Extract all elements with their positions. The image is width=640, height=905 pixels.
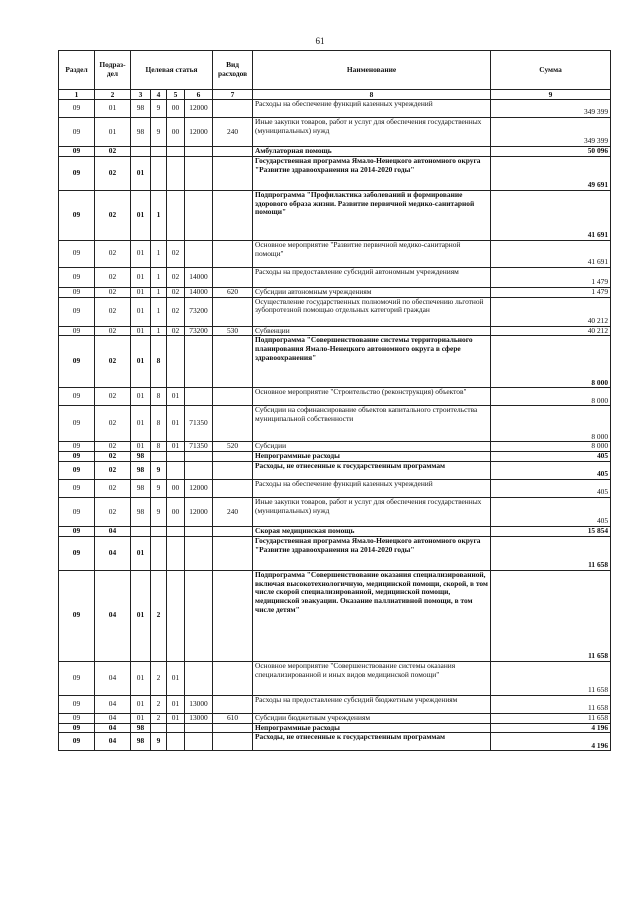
cell-direction: 12000 [185, 497, 213, 526]
cell-sum: 4 196 [491, 723, 611, 733]
cell-program: 01 [131, 240, 151, 267]
table-row [59, 570, 611, 661]
cell-sum: 40 212 [491, 326, 611, 336]
cell-vid [213, 297, 253, 326]
cell-sum: 11 658 [491, 536, 611, 570]
col-number: 8 [253, 90, 491, 100]
cell-podrazdel: 04 [95, 695, 131, 713]
cell-podrazdel: 02 [95, 479, 131, 497]
page-number: 61 [315, 36, 325, 46]
table-row [59, 497, 611, 526]
cell-subprogram: 2 [151, 695, 167, 713]
cell-vid: 530 [213, 326, 253, 336]
cell-event: 02 [167, 240, 185, 267]
cell-sum: 349 399 [491, 100, 611, 118]
cell-program: 01 [131, 570, 151, 661]
cell-name: Субвенции [253, 326, 491, 336]
table-row [59, 536, 611, 570]
cell-podrazdel: 04 [95, 570, 131, 661]
cell-event [167, 536, 185, 570]
table-row [59, 526, 611, 536]
cell-vid [213, 100, 253, 118]
cell-subprogram [151, 536, 167, 570]
cell-program: 01 [131, 406, 151, 442]
cell-podrazdel: 02 [95, 497, 131, 526]
cell-razdel: 09 [59, 287, 95, 297]
cell-subprogram: 9 [151, 479, 167, 497]
cell-subprogram: 9 [151, 100, 167, 118]
cell-sum: 405 [491, 452, 611, 462]
cell-subprogram: 1 [151, 287, 167, 297]
cell-event [167, 336, 185, 388]
cell-podrazdel: 02 [95, 388, 131, 406]
cell-podrazdel: 01 [95, 118, 131, 147]
cell-program: 01 [131, 156, 151, 190]
cell-subprogram: 9 [151, 733, 167, 751]
cell-program: 01 [131, 661, 151, 695]
cell-event [167, 723, 185, 733]
cell-event [167, 733, 185, 751]
header-podrazdel: Подраз-дел [95, 51, 131, 90]
cell-razdel: 09 [59, 536, 95, 570]
cell-subprogram [151, 723, 167, 733]
cell-razdel: 09 [59, 733, 95, 751]
cell-podrazdel: 04 [95, 526, 131, 536]
cell-sum: 41 691 [491, 240, 611, 267]
cell-subprogram: 9 [151, 497, 167, 526]
cell-subprogram: 2 [151, 713, 167, 723]
col-number: 7 [213, 90, 253, 100]
cell-event: 01 [167, 442, 185, 452]
cell-program: 98 [131, 497, 151, 526]
cell-direction [185, 733, 213, 751]
cell-program: 01 [131, 695, 151, 713]
cell-direction: 14000 [185, 267, 213, 287]
header-name: Наименование [253, 51, 491, 90]
cell-program: 01 [131, 267, 151, 287]
cell-sum: 1 479 [491, 267, 611, 287]
cell-program: 98 [131, 479, 151, 497]
cell-razdel: 09 [59, 156, 95, 190]
cell-podrazdel: 02 [95, 240, 131, 267]
cell-event: 01 [167, 695, 185, 713]
cell-direction [185, 240, 213, 267]
cell-direction: 71350 [185, 442, 213, 452]
cell-subprogram: 2 [151, 661, 167, 695]
cell-razdel: 09 [59, 497, 95, 526]
cell-vid [213, 336, 253, 388]
cell-event [167, 190, 185, 240]
cell-sum: 8 000 [491, 442, 611, 452]
cell-name: Основное мероприятие "Развитие первичной медико-санитарной помощи" [253, 240, 491, 267]
cell-name: Непрограммные расходы [253, 452, 491, 462]
cell-razdel: 09 [59, 661, 95, 695]
cell-vid: 240 [213, 118, 253, 147]
cell-direction: 12000 [185, 479, 213, 497]
cell-direction [185, 156, 213, 190]
cell-name: Субсидии бюджетным учреждениям [253, 713, 491, 723]
cell-program: 98 [131, 733, 151, 751]
cell-vid: 610 [213, 713, 253, 723]
cell-name: Скорая медицинская помощь [253, 526, 491, 536]
cell-razdel: 09 [59, 570, 95, 661]
table-row [59, 267, 611, 287]
cell-event [167, 452, 185, 462]
cell-podrazdel: 02 [95, 406, 131, 442]
cell-direction: 73200 [185, 297, 213, 326]
cell-name: Расходы на предоставление субсидий бюджетным учреждениям [253, 695, 491, 713]
cell-program: 98 [131, 118, 151, 147]
cell-vid [213, 156, 253, 190]
header-target: Целевая статья [131, 51, 213, 90]
cell-event [167, 526, 185, 536]
cell-subprogram: 1 [151, 240, 167, 267]
cell-name: Осуществление государственных полномочий по обеспечению льготной зубопротезной помощью отдельных категорий граждан [253, 297, 491, 326]
cell-event: 00 [167, 497, 185, 526]
cell-name: Иные закупки товаров, работ и услуг для обеспечения государственных (муниципальных) нужд [253, 118, 491, 147]
cell-name: Расходы, не отнесенные к государственным программам [253, 733, 491, 751]
table-row [59, 156, 611, 190]
cell-razdel: 09 [59, 713, 95, 723]
cell-name: Расходы на обеспечение функций казенных учреждений [253, 479, 491, 497]
cell-name: Расходы на предоставление субсидий автономным учреждениям [253, 267, 491, 287]
cell-podrazdel: 04 [95, 713, 131, 723]
cell-event: 01 [167, 661, 185, 695]
cell-name: Основное мероприятие "Строительство (реконструкция) объектов" [253, 388, 491, 406]
header-sum: Сумма [491, 51, 611, 90]
cell-direction [185, 536, 213, 570]
cell-subprogram: 8 [151, 336, 167, 388]
cell-sum: 4 196 [491, 733, 611, 751]
cell-sum: 405 [491, 497, 611, 526]
cell-direction [185, 661, 213, 695]
cell-direction [185, 388, 213, 406]
cell-direction [185, 526, 213, 536]
cell-vid: 620 [213, 287, 253, 297]
cell-razdel: 09 [59, 695, 95, 713]
cell-event [167, 147, 185, 157]
table-row [59, 388, 611, 406]
cell-event: 01 [167, 713, 185, 723]
cell-event [167, 570, 185, 661]
cell-program: 01 [131, 287, 151, 297]
cell-subprogram: 9 [151, 118, 167, 147]
cell-vid [213, 479, 253, 497]
cell-podrazdel: 02 [95, 147, 131, 157]
cell-vid [213, 461, 253, 479]
table-row [59, 661, 611, 695]
header-razdel: Раздел [59, 51, 95, 90]
cell-vid [213, 240, 253, 267]
cell-event [167, 461, 185, 479]
cell-podrazdel: 02 [95, 461, 131, 479]
cell-direction: 12000 [185, 100, 213, 118]
col-number: 2 [95, 90, 131, 100]
cell-event: 02 [167, 267, 185, 287]
cell-razdel: 09 [59, 297, 95, 326]
cell-razdel: 09 [59, 147, 95, 157]
table-row [59, 461, 611, 479]
col-number: 5 [167, 90, 185, 100]
cell-direction: 13000 [185, 713, 213, 723]
cell-razdel: 09 [59, 326, 95, 336]
cell-event: 01 [167, 388, 185, 406]
cell-sum: 405 [491, 461, 611, 479]
cell-podrazdel: 01 [95, 100, 131, 118]
cell-subprogram: 2 [151, 570, 167, 661]
header-vid: Вид расходов [213, 51, 253, 90]
cell-program [131, 147, 151, 157]
cell-sum: 11 658 [491, 570, 611, 661]
cell-program: 98 [131, 100, 151, 118]
cell-direction [185, 452, 213, 462]
col-number: 6 [185, 90, 213, 100]
cell-podrazdel: 04 [95, 661, 131, 695]
table-row [59, 723, 611, 733]
cell-subprogram [151, 452, 167, 462]
cell-name: Подпрограмма "Совершенствование оказания специализированной, включая высокотехнологичную, медицинской помощи, скорой, в том числе скорой специализированной, медицинской помощи, медицинской эвакуации. Оказание паллиативной помощи, в том числе детям" [253, 570, 491, 661]
cell-podrazdel: 02 [95, 452, 131, 462]
cell-razdel: 09 [59, 240, 95, 267]
cell-sum: 8 000 [491, 406, 611, 442]
cell-event: 00 [167, 118, 185, 147]
cell-name: Расходы, не отнесенные к государственным программам [253, 461, 491, 479]
table-row [59, 190, 611, 240]
cell-direction [185, 336, 213, 388]
cell-razdel: 09 [59, 723, 95, 733]
cell-podrazdel: 02 [95, 326, 131, 336]
cell-name: Расходы на обеспечение функций казенных учреждений [253, 100, 491, 118]
cell-sum: 49 691 [491, 156, 611, 190]
cell-direction [185, 461, 213, 479]
cell-program: 01 [131, 388, 151, 406]
cell-sum: 15 854 [491, 526, 611, 536]
cell-subprogram [151, 156, 167, 190]
cell-razdel: 09 [59, 100, 95, 118]
cell-name: Государственная программа Ямало-Ненецкого автономного округа "Развитие здравоохранения на 2014-2020 годы" [253, 156, 491, 190]
col-number: 4 [151, 90, 167, 100]
cell-name: Подпрограмма "Совершенствование системы территориального планирования Ямало-Ненецкого автономного округа в сфере здравоохранения" [253, 336, 491, 388]
cell-razdel: 09 [59, 479, 95, 497]
cell-sum: 50 096 [491, 147, 611, 157]
cell-vid [213, 267, 253, 287]
cell-name: Непрограммные расходы [253, 723, 491, 733]
cell-program: 98 [131, 461, 151, 479]
cell-event: 02 [167, 297, 185, 326]
cell-program: 98 [131, 723, 151, 733]
cell-podrazdel: 02 [95, 156, 131, 190]
cell-direction: 73200 [185, 326, 213, 336]
cell-razdel: 09 [59, 442, 95, 452]
cell-direction [185, 147, 213, 157]
cell-sum: 1 479 [491, 287, 611, 297]
cell-sum: 11 658 [491, 661, 611, 695]
cell-podrazdel: 02 [95, 442, 131, 452]
cell-vid: 520 [213, 442, 253, 452]
cell-event: 02 [167, 287, 185, 297]
cell-podrazdel: 04 [95, 723, 131, 733]
table-row [59, 297, 611, 326]
table-row [59, 713, 611, 723]
cell-podrazdel: 02 [95, 287, 131, 297]
cell-event [167, 156, 185, 190]
cell-podrazdel: 02 [95, 267, 131, 287]
cell-razdel: 09 [59, 452, 95, 462]
table-row [59, 336, 611, 388]
cell-name: Государственная программа Ямало-Ненецкого автономного округа "Развитие здравоохранения на 2014-2020 годы" [253, 536, 491, 570]
cell-subprogram [151, 147, 167, 157]
cell-event: 00 [167, 479, 185, 497]
cell-razdel: 09 [59, 406, 95, 442]
cell-vid [213, 733, 253, 751]
cell-direction [185, 190, 213, 240]
cell-vid [213, 147, 253, 157]
cell-subprogram: 8 [151, 388, 167, 406]
cell-subprogram: 8 [151, 442, 167, 452]
cell-sum: 11 658 [491, 713, 611, 723]
cell-event: 02 [167, 326, 185, 336]
cell-program: 01 [131, 442, 151, 452]
cell-name: Субсидии автономным учреждениям [253, 287, 491, 297]
table-row [59, 733, 611, 751]
cell-sum: 11 658 [491, 695, 611, 713]
cell-razdel: 09 [59, 461, 95, 479]
table-row [59, 118, 611, 147]
cell-sum: 405 [491, 479, 611, 497]
cell-vid: 240 [213, 497, 253, 526]
cell-name: Субсидии на софинансирование объектов капитального строительства муниципальной собственности [253, 406, 491, 442]
cell-razdel: 09 [59, 118, 95, 147]
cell-name: Иные закупки товаров, работ и услуг для обеспечения государственных (муниципальных) нужд [253, 497, 491, 526]
cell-direction [185, 570, 213, 661]
table-row [59, 452, 611, 462]
table-row [59, 287, 611, 297]
cell-program [131, 526, 151, 536]
cell-vid [213, 570, 253, 661]
table-row [59, 406, 611, 442]
cell-podrazdel: 02 [95, 336, 131, 388]
col-number: 3 [131, 90, 151, 100]
cell-event: 00 [167, 100, 185, 118]
cell-vid [213, 388, 253, 406]
cell-vid [213, 406, 253, 442]
cell-event: 01 [167, 406, 185, 442]
cell-vid [213, 190, 253, 240]
cell-razdel: 09 [59, 190, 95, 240]
col-number: 9 [491, 90, 611, 100]
cell-podrazdel: 04 [95, 733, 131, 751]
cell-subprogram: 8 [151, 406, 167, 442]
cell-podrazdel: 04 [95, 536, 131, 570]
cell-program: 01 [131, 190, 151, 240]
cell-vid [213, 695, 253, 713]
cell-name: Амбулаторная помощь [253, 147, 491, 157]
cell-name: Основное мероприятие "Совершенствование системы оказания специализированной и иных видов медицинской помощи" [253, 661, 491, 695]
cell-program: 98 [131, 452, 151, 462]
table-row [59, 442, 611, 452]
header-row [59, 51, 611, 90]
cell-direction: 71350 [185, 406, 213, 442]
cell-sum: 40 212 [491, 297, 611, 326]
cell-vid [213, 452, 253, 462]
table-row [59, 147, 611, 157]
cell-sum: 8 000 [491, 388, 611, 406]
col-number: 1 [59, 90, 95, 100]
cell-razdel: 09 [59, 336, 95, 388]
cell-sum: 8 000 [491, 336, 611, 388]
cell-subprogram [151, 526, 167, 536]
table-row [59, 326, 611, 336]
cell-vid [213, 723, 253, 733]
column-number-row [59, 90, 611, 100]
cell-razdel: 09 [59, 388, 95, 406]
cell-vid [213, 536, 253, 570]
cell-subprogram: 1 [151, 267, 167, 287]
cell-sum: 349 399 [491, 118, 611, 147]
cell-direction [185, 723, 213, 733]
cell-program: 01 [131, 713, 151, 723]
cell-name: Субсидии [253, 442, 491, 452]
cell-subprogram: 1 [151, 190, 167, 240]
cell-vid [213, 526, 253, 536]
budget-table [58, 50, 611, 751]
table-row [59, 695, 611, 713]
cell-program: 01 [131, 336, 151, 388]
cell-direction: 14000 [185, 287, 213, 297]
table-row [59, 479, 611, 497]
table-row [59, 240, 611, 267]
cell-program: 01 [131, 536, 151, 570]
cell-podrazdel: 02 [95, 297, 131, 326]
cell-subprogram: 1 [151, 297, 167, 326]
cell-direction: 13000 [185, 695, 213, 713]
cell-direction: 12000 [185, 118, 213, 147]
cell-subprogram: 1 [151, 326, 167, 336]
table-row [59, 100, 611, 118]
cell-vid [213, 661, 253, 695]
cell-subprogram: 9 [151, 461, 167, 479]
cell-podrazdel: 02 [95, 190, 131, 240]
cell-razdel: 09 [59, 267, 95, 287]
cell-name: Подпрограмма "Профилактика заболеваний и формирование здорового образа жизни. Развитие первичной медико-санитарной помощи" [253, 190, 491, 240]
cell-program: 01 [131, 326, 151, 336]
cell-program: 01 [131, 297, 151, 326]
cell-razdel: 09 [59, 526, 95, 536]
cell-sum: 41 691 [491, 190, 611, 240]
